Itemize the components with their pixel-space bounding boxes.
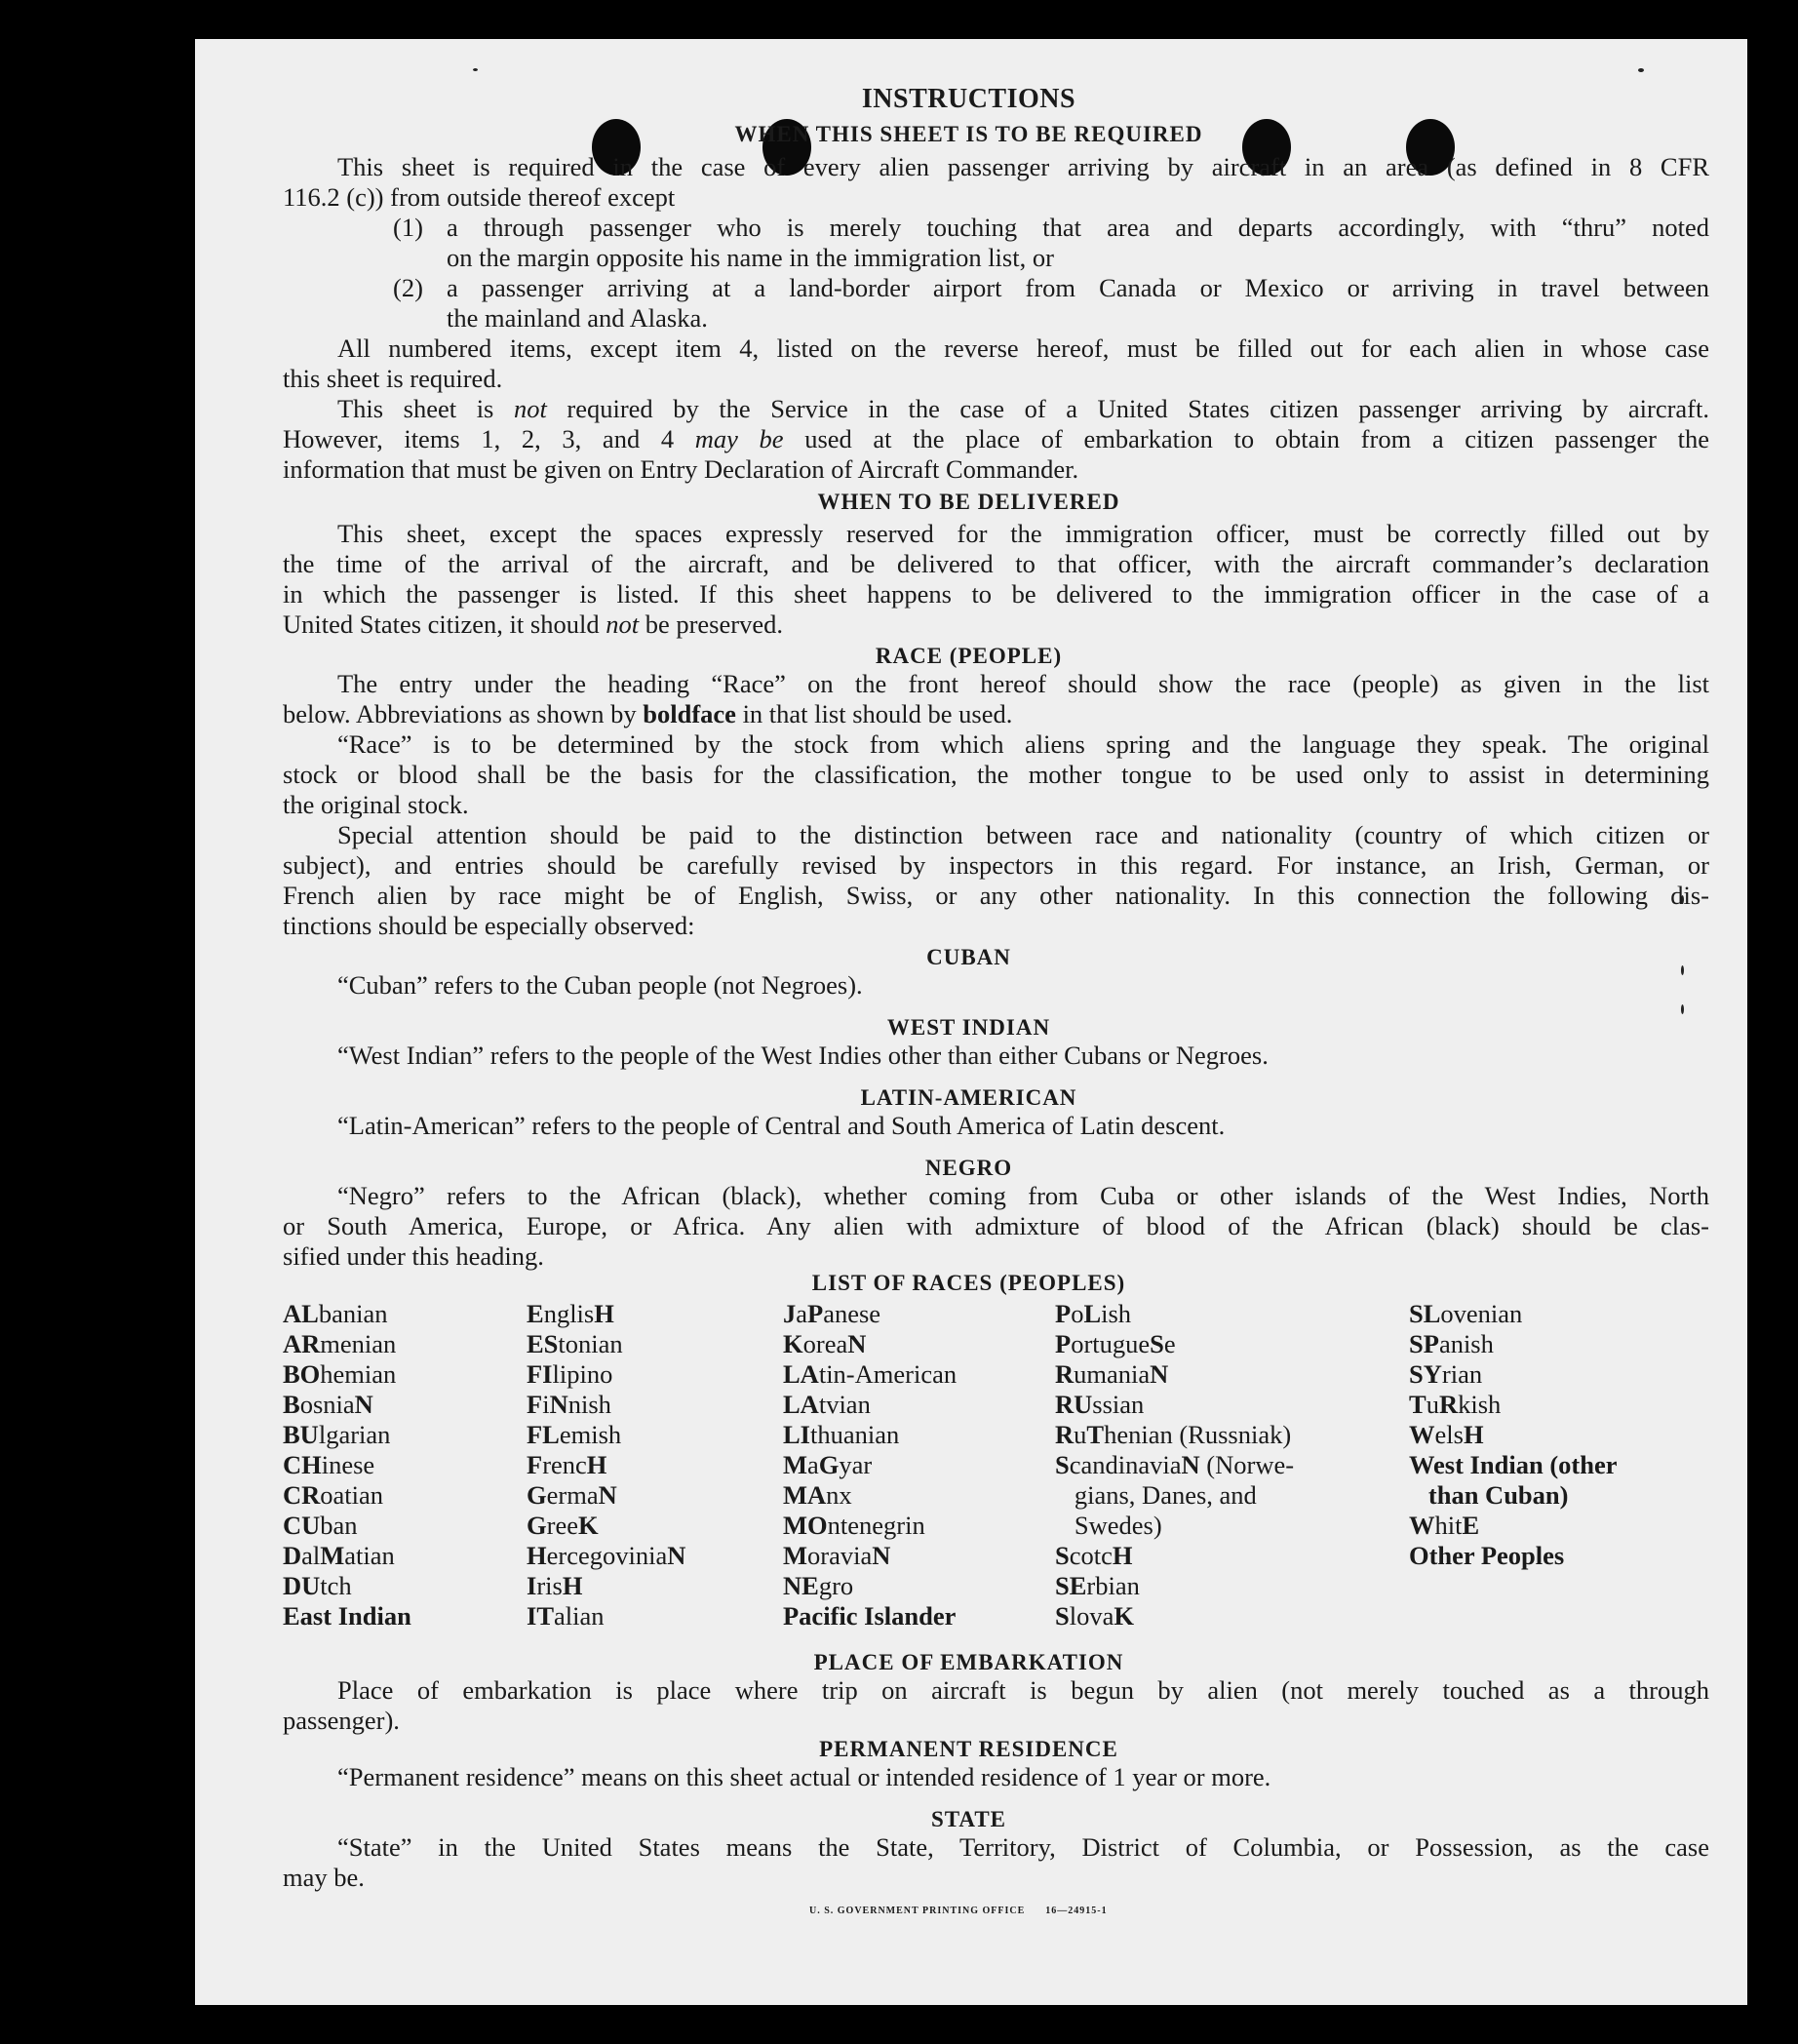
race-entry: WelsH — [1409, 1420, 1484, 1449]
race-entry: DUtch — [283, 1571, 352, 1600]
exception-number: (1) — [393, 213, 423, 242]
race-column-2 — [527, 1299, 685, 1631]
text-line: “Cuban” refers to the Cuban people (not Negroes). — [337, 970, 863, 1000]
heading-race: RACE (PEOPLE) — [875, 644, 1063, 668]
race-entry: ITalian — [527, 1601, 605, 1631]
race-entry: Swedes) — [1055, 1511, 1162, 1540]
race-column-1 — [283, 1299, 411, 1631]
race-entry: LAtvian — [783, 1390, 871, 1419]
text-line: “Latin-American” refers to the people of Central and South America of Latin descent. — [337, 1111, 1226, 1140]
race-entry: PortugueSe — [1055, 1329, 1176, 1358]
race-entry: MaGyar — [783, 1450, 873, 1479]
heading-when-required: WHEN THIS SHEET IS TO BE REQUIRED — [734, 122, 1203, 146]
text-line: Place of embarkation is place where trip on aircraft is begun by alien (not merely touched as a through — [337, 1675, 1709, 1705]
text-line: or South America, Europe, or Africa. Any alien with admixture of blood of the African (black) should be clas- — [283, 1211, 1709, 1240]
race-entry: WhitE — [1409, 1511, 1480, 1540]
race-entry: FrencH — [527, 1450, 607, 1479]
race-list — [283, 1299, 1709, 1640]
race-entry: East Indian — [283, 1601, 411, 1631]
exception-text: the mainland and Alaska. — [447, 303, 708, 333]
text-line: This sheet is required in the case of every alien passenger arriving by aircraft in an area (as defined in 8 CFR — [337, 152, 1709, 181]
text-line: However, items 1, 2, 3, and 4 may be used at the place of embarkation to obtain from a citizen passenger the — [283, 424, 1709, 453]
text-line: The entry under the heading “Race” on the front hereof should show the race (people) as given in the list — [337, 669, 1709, 698]
document-sheet — [195, 39, 1747, 2005]
text-line: the original stock. — [283, 790, 469, 819]
race-entry: than Cuban) — [1409, 1480, 1569, 1510]
race-entry: GermaN — [527, 1480, 617, 1510]
race-entry: SPanish — [1409, 1329, 1494, 1358]
race-entry: LAtin-American — [783, 1359, 958, 1389]
text-line: in which the passenger is listed. If this sheet happens to be delivered to the immigration officer in the case of a — [283, 579, 1709, 609]
race-entry: NEgro — [783, 1571, 854, 1600]
race-entry: DalMatian — [283, 1541, 395, 1570]
race-entry: MoraviaN — [783, 1541, 891, 1570]
race-entry: RUssian — [1055, 1390, 1145, 1419]
heading-west-indian: WEST INDIAN — [886, 1015, 1051, 1040]
printer-name: U. S. GOVERNMENT PRINTING OFFICE — [809, 1906, 1026, 1916]
race-column-3 — [783, 1299, 957, 1631]
race-entry: SlovaK — [1055, 1601, 1134, 1631]
race-entry: CUban — [283, 1511, 358, 1540]
race-entry: JaPanese — [783, 1299, 881, 1328]
race-entry: Pacific Islander — [783, 1601, 957, 1631]
race-entry: SLovenian — [1409, 1299, 1523, 1328]
race-entry: ARmenian — [283, 1329, 397, 1358]
text-line: All numbered items, except item 4, listed on the reverse hereof, must be filled out for each alien in whose case — [337, 334, 1709, 363]
speck — [1681, 965, 1684, 975]
speck — [1638, 68, 1644, 72]
text-line: 116.2 (c)) from outside thereof except — [283, 182, 676, 212]
text-line: passenger). — [283, 1706, 400, 1735]
exception-text: on the margin opposite his name in the immigration list, or — [447, 243, 1054, 272]
text-line: “Negro” refers to the African (black), whether coming from Cuba or other islands of the West Indies, North — [337, 1181, 1709, 1210]
text-line: subject), and entries should be carefully revised by inspectors in this regard. For instance, an Irish, German, or — [283, 850, 1709, 880]
text-line: “Race” is to be determined by the stock from which aliens spring and the language they speak. The original — [337, 729, 1709, 759]
text-line: sified under this heading. — [283, 1241, 544, 1271]
page-title: INSTRUCTIONS — [861, 84, 1076, 114]
race-entry: gians, Danes, and — [1055, 1480, 1257, 1510]
race-entry: BOhemian — [283, 1359, 397, 1389]
text-line: United States citizen, it should not be preserved. — [283, 609, 783, 639]
race-entry: MAnx — [783, 1480, 852, 1510]
heading-state: STATE — [930, 1807, 1006, 1831]
text-line: This sheet is not required by the Service in the case of a United States citizen passenger arriving by aircraft. — [337, 394, 1709, 423]
race-entry: FiNnish — [527, 1390, 611, 1419]
text-line: “Permanent residence” means on this sheet actual or intended residence of 1 year or more. — [337, 1762, 1271, 1791]
race-entry: SYrian — [1409, 1359, 1483, 1389]
race-entry: RuThenian (Russniak) — [1055, 1420, 1292, 1449]
race-entry: SErbian — [1055, 1571, 1140, 1600]
heading-negro: NEGRO — [924, 1156, 1013, 1180]
race-column-5 — [1409, 1299, 1618, 1571]
heading-latin-american: LATIN-AMERICAN — [860, 1085, 1077, 1110]
text-line: “State” in the United States means the State, Territory, District of Columbia, or Possession, as the case — [337, 1832, 1709, 1862]
text-line: below. Abbreviations as shown by boldface in that list should be used. — [283, 699, 1013, 728]
exception-number: (2) — [393, 273, 423, 302]
race-entry: EStonian — [527, 1329, 623, 1358]
heading-when-delivered: WHEN TO BE DELIVERED — [817, 490, 1120, 514]
race-entry: ScotcH — [1055, 1541, 1133, 1570]
race-entry: MOntenegrin — [783, 1511, 925, 1540]
form-code: 16—24915-1 — [1045, 1906, 1108, 1916]
exception-text: a through passenger who is merely touching that area and departs accordingly, with “thru” noted — [447, 213, 1709, 242]
race-entry: CRoatian — [283, 1480, 384, 1510]
speck — [1681, 1004, 1684, 1014]
race-entry: RumaniaN — [1055, 1359, 1169, 1389]
race-entry: West Indian (other — [1409, 1450, 1618, 1479]
text-line: stock or blood shall be the basis for the classification, the mother tongue to be used only to assist in determining — [283, 760, 1709, 789]
text-line: this sheet is required. — [283, 364, 503, 393]
race-entry: HercegoviniaN — [527, 1541, 686, 1570]
heading-permanent-residence: PERMANENT RESIDENCE — [819, 1737, 1118, 1761]
heading-list-of-races: LIST OF RACES (PEOPLES) — [811, 1271, 1126, 1295]
heading-place-of-embarkation: PLACE OF EMBARKATION — [813, 1650, 1124, 1674]
race-entry: IrisH — [527, 1571, 583, 1600]
race-entry: Other Peoples — [1409, 1541, 1565, 1570]
race-entry: PoLish — [1055, 1299, 1132, 1328]
heading-cuban: CUBAN — [926, 945, 1011, 969]
race-entry: FIlipino — [527, 1359, 613, 1389]
race-entry: KoreaN — [783, 1329, 867, 1358]
race-entry: BUlgarian — [283, 1420, 391, 1449]
text-line: the time of the arrival of the aircraft, and be delivered to that officer, with the aircraft commander’s declaration — [283, 549, 1709, 578]
text-line: information that must be given on Entry Declaration of Aircraft Commander. — [283, 454, 1079, 484]
exception-text: a passenger arriving at a land-border airport from Canada or Mexico or arriving in travel between — [447, 273, 1709, 302]
speck — [473, 68, 478, 71]
printer-imprint — [809, 1906, 1108, 1916]
text-line: “West Indian” refers to the people of the West Indies other than either Cubans or Negroes. — [337, 1041, 1269, 1070]
race-entry: GreeK — [527, 1511, 599, 1540]
race-entry: ScandinaviaN (Norwe- — [1055, 1450, 1295, 1479]
race-entry: FLemish — [527, 1420, 622, 1449]
text-line: may be. — [283, 1863, 365, 1892]
race-entry: EnglisH — [527, 1299, 614, 1328]
race-entry: TuRkish — [1409, 1390, 1502, 1419]
race-entry: ALbanian — [283, 1299, 388, 1328]
race-column-4 — [1055, 1299, 1294, 1631]
race-entry: CHinese — [283, 1450, 375, 1479]
text-line: tinctions should be especially observed: — [283, 911, 695, 940]
race-entry: LIthuanian — [783, 1420, 900, 1449]
race-entry: BosniaN — [283, 1390, 373, 1419]
text-line: This sheet, except the spaces expressly reserved for the immigration officer, must be correctly filled out by — [337, 519, 1709, 548]
text-line: French alien by race might be of English, Swiss, or any other nationality. In this connection the following dis- — [283, 881, 1709, 910]
text-line: Special attention should be paid to the distinction between race and nationality (country of which citizen or — [337, 820, 1709, 849]
